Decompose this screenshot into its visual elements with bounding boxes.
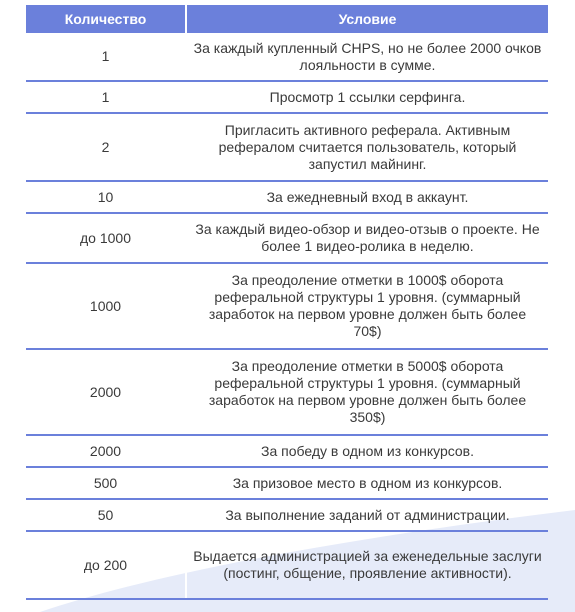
cell-quantity: до 200 [26,531,186,599]
cell-quantity: 10 [26,181,186,213]
cell-quantity: до 1000 [26,213,186,263]
cell-quantity: 1000 [26,263,186,349]
table-header-row [26,5,548,33]
cell-condition: Пригласить активного реферала. Активным рефералом считается пользователь, который запустил майнинг. [186,113,548,181]
table-row [26,81,548,113]
column-header-quantity: Количество [26,5,186,33]
table-row [26,349,548,435]
table-row [26,263,548,349]
cell-quantity: 2000 [26,349,186,435]
cell-condition: За преодоление отметки в 5000$ оборота реферальной структуры 1 уровня. (суммарный заработок на первом уровне должен быть более 350$) [186,349,548,435]
table-body [26,33,548,599]
cell-quantity: 1 [26,33,186,81]
rewards-table [26,5,548,600]
cell-condition: За каждый купленный CHPS, но не более 2000 очков лояльности в сумме. [186,33,548,81]
cell-quantity: 2000 [26,435,186,467]
cell-condition: За призовое место в одном из конкурсов. [186,467,548,499]
cell-condition: За выполнение заданий от администрации. [186,499,548,531]
table-header [26,5,548,33]
column-header-condition: Условие [186,5,548,33]
cell-quantity: 500 [26,467,186,499]
cell-quantity: 2 [26,113,186,181]
table-row [26,33,548,81]
table-row [26,435,548,467]
table-row [26,213,548,263]
cell-quantity: 50 [26,499,186,531]
rewards-table-container [26,5,548,600]
cell-condition: Просмотр 1 ссылки серфинга. [186,81,548,113]
cell-condition: За победу в одном из конкурсов. [186,435,548,467]
table-row [26,467,548,499]
table-row [26,181,548,213]
cell-condition: За каждый видео-обзор и видео-отзыв о проекте. Не более 1 видео-ролика в неделю. [186,213,548,263]
cell-quantity: 1 [26,81,186,113]
table-row [26,113,548,181]
table-row [26,499,548,531]
cell-condition: За ежедневный вход в аккаунт. [186,181,548,213]
cell-condition: Выдается администрацией за еженедельные заслуги (постинг, общение, проявление активности). [186,531,548,599]
cell-condition: За преодоление отметки в 1000$ оборота реферальной структуры 1 уровня. (суммарный заработок на первом уровне должен быть более 70$) [186,263,548,349]
table-row [26,531,548,599]
